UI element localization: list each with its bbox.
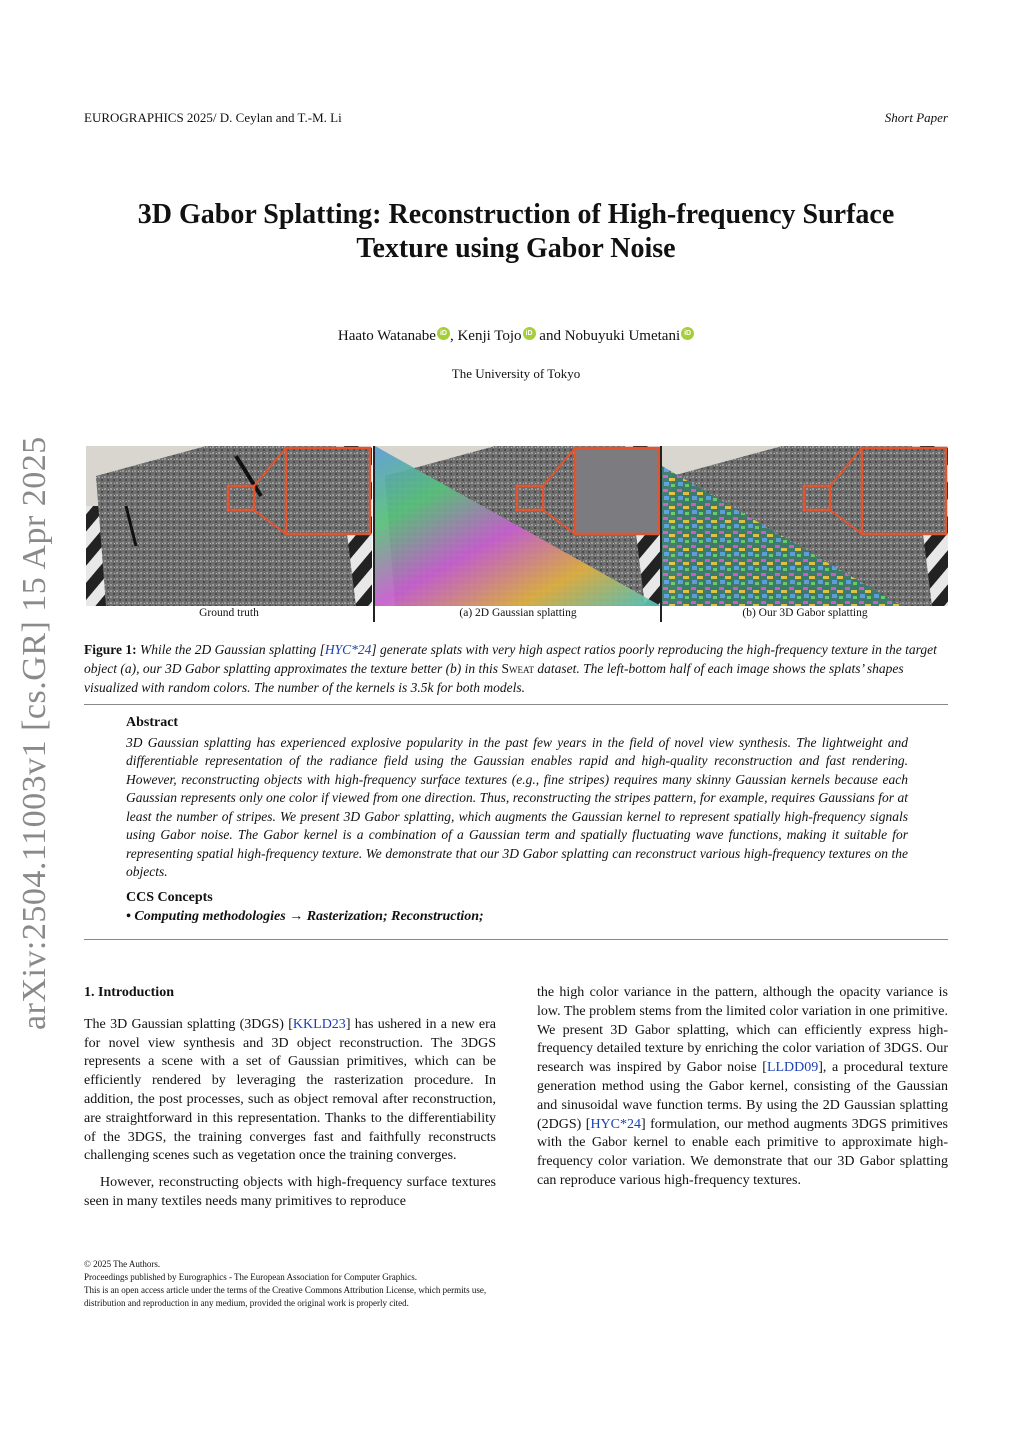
section-heading: 1. Introduction bbox=[84, 985, 174, 1000]
caption-text: While the 2D Gaussian splatting [ bbox=[140, 642, 325, 657]
abstract-heading: Abstract bbox=[126, 715, 179, 730]
panel-label: (a) 2D Gaussian splatting bbox=[459, 607, 577, 619]
ccs-heading: CCS Concepts bbox=[126, 890, 213, 905]
panel-label: (b) Our 3D Gabor splatting bbox=[742, 607, 868, 619]
2dgs-image bbox=[375, 446, 661, 606]
copyright-footer bbox=[84, 1258, 496, 1310]
author-name: Haato Watanabe bbox=[337, 328, 436, 344]
teaser-figure bbox=[86, 446, 946, 606]
footer-line: © 2025 The Authors. bbox=[84, 1259, 161, 1269]
title-line-2: Texture using Gabor Noise bbox=[356, 233, 676, 264]
figure-panel-gabor bbox=[662, 446, 948, 606]
arxiv-identifier[interactable]: arXiv:2504.11003v1 [cs.GR] 15 Apr 2025 bbox=[16, 436, 53, 1030]
title-line-1: 3D Gabor Splatting: Reconstruction of High-frequency Surface bbox=[137, 199, 895, 230]
paragraph bbox=[537, 984, 948, 1191]
paper-title bbox=[84, 198, 948, 266]
ground-truth-image bbox=[86, 446, 372, 606]
divider bbox=[84, 704, 948, 705]
abstract-text: 3D Gaussian splatting has experienced explosive popularity in the past few years in the field of novel view synthesis. The lightweight and differentiable representation of the radiance field using the Gaussian enables rapid and high-quality reconstruction and fast rendering. However, reconstructing objects with high-frequency surface textures (e.g., fine stripes) requires many skinny Gaussian kernels because each Gaussian represents only one color if viewed from one direction. Thus, reconstructing the stripes pattern, for example, requires Gaussians for at least the number of stripes. We present 3D Gabor splatting, which augments the Gaussian kernel to represent spatially high-frequency signals using Gabor noise. The Gabor kernel is a combination of a Gaussian term and spatially fluctuating wave functions, making it suitable for representing spatial high-frequency texture. We demonstrate that our 3D Gabor splatting can reconstruct various high-frequency textures on the objects. bbox=[126, 734, 908, 879]
orcid-icon[interactable]: iD bbox=[681, 327, 694, 340]
paragraph-text: ] formulation, our method augments 3DGS primitives with the Gabor kernel to enable each primitive to approximate high-frequency color variation. We demonstrate that our 3D Gabor splatting can reproduce various high-frequency textures. bbox=[537, 1116, 948, 1188]
caption-text: dataset. The left-bottom half of each image shows the splats’ shapes visualized with random colors. The number of the kernels is 3.5k for both models. bbox=[84, 661, 904, 695]
affiliation: The University of Tokyo bbox=[451, 366, 581, 381]
column-right bbox=[537, 984, 948, 1199]
ccs-concepts bbox=[126, 888, 908, 926]
paragraph-text: The 3D Gaussian splatting (3DGS) [ bbox=[84, 1016, 293, 1032]
author-name: and Nobuyuki Umetani bbox=[535, 328, 681, 344]
paragraph bbox=[84, 1016, 496, 1166]
figure-panel-ground-truth bbox=[86, 446, 372, 606]
paragraph-text: the high color variance in the pattern, although the opacity variance is low. The problem stems from the limited color variation in one primitive. We present 3D Gabor splatting, which can efficiently express high-frequency detailed texture by enriching the color variation of 3DGS. Our research was inspired by Gabor noise [ bbox=[537, 985, 948, 1076]
orcid-icon[interactable]: iD bbox=[437, 327, 450, 340]
divider bbox=[84, 939, 948, 940]
citation-link[interactable]: HYC*24 bbox=[324, 642, 372, 657]
column-left bbox=[84, 984, 496, 1220]
citation-link[interactable]: LLDD09 bbox=[766, 1060, 819, 1076]
figure-label: Figure 1: bbox=[84, 642, 137, 657]
paragraph-text: ], a procedural texture generation method using the Gabor kernel, consisting of the Gaussian and sinusoidal wave function terms. By using the 2D Gaussian splatting (2DGS) [ bbox=[537, 1060, 948, 1132]
running-header-left: EUROGRAPHICS 2025/ D. Ceylan and T.-M. Li bbox=[84, 110, 342, 125]
citation-link[interactable]: HYC*24 bbox=[590, 1116, 641, 1132]
ccs-list: • Computing methodologies → Rasterization; Reconstruction; bbox=[126, 909, 484, 924]
author-name: , Kenji Tojo bbox=[449, 328, 522, 344]
footer-line: Proceedings published by Eurographics - The European Association for Computer Graphics. bbox=[84, 1272, 418, 1282]
abstract bbox=[126, 714, 908, 882]
figure-panel-2dgs bbox=[375, 446, 661, 606]
figure-caption bbox=[84, 640, 948, 697]
caption-text: ] generate splats with very high aspect ratios poorly reproducing the high-frequency texture in the target object (a), our 3D Gabor splatting approximates the texture better (b) in this bbox=[84, 642, 937, 676]
paragraph-text: ] has ushered in a new era for novel view synthesis and 3D object reconstruction. The 3DGS represents a scene with a set of Gaussian primitives, which can be efficiently rendered by leveraging the rasterization procedure. In addition, the post processes, such as object removal after reconstruction, are straightforward in this representation. Thanks to the differentiability of the 3DGS, the training converges fast and faithfully reconstructs challenging scenes such as vegetation once the training converges. bbox=[84, 1016, 496, 1164]
citation-link[interactable]: KKLD23 bbox=[292, 1016, 346, 1032]
panel-label: Ground truth bbox=[199, 607, 259, 619]
dataset-name: Sweat bbox=[501, 661, 534, 676]
paragraph: However, reconstructing objects with high-frequency surface textures seen in many textiles needs many primitives to reproduce bbox=[84, 1175, 496, 1209]
gabor-image bbox=[662, 446, 948, 606]
author-list bbox=[84, 328, 948, 345]
running-header-right: Short Paper bbox=[884, 110, 948, 125]
footer-line: This is an open access article under the terms of the Creative Commons Attribution License, which permits use, distribution and reproduction in any medium, provided the original work is properly cited. bbox=[84, 1285, 487, 1308]
orcid-icon[interactable]: iD bbox=[523, 327, 536, 340]
